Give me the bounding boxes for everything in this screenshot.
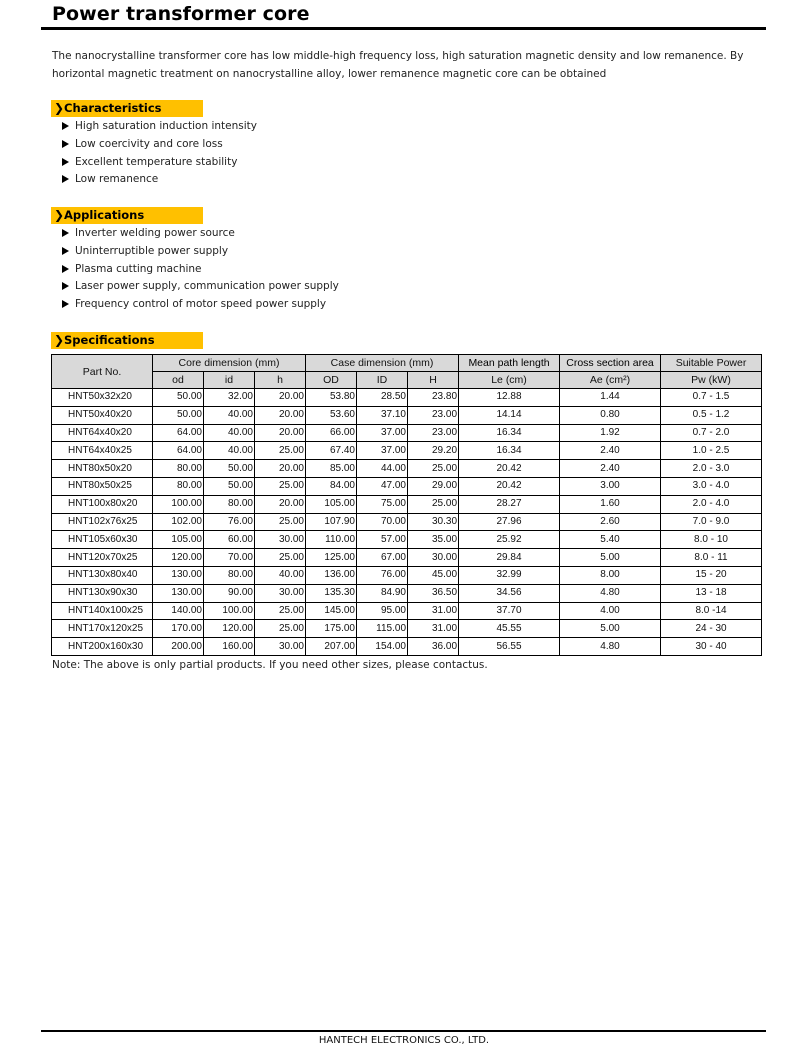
header-suitable-power: Suitable Power (661, 355, 762, 372)
footer-divider (41, 1030, 766, 1032)
cell-id: 120.00 (204, 620, 255, 638)
cell-part-no: HNT200x160x30 (52, 638, 153, 656)
cell-ae: 5.00 (560, 549, 661, 567)
cell-case-od: 135.30 (306, 584, 357, 602)
cell-pw: 13 - 18 (661, 584, 762, 602)
cell-pw: 15 - 20 (661, 566, 762, 584)
title-divider (41, 27, 766, 30)
cell-le: 34.56 (459, 584, 560, 602)
cell-pw: 24 - 30 (661, 620, 762, 638)
cell-part-no: HNT130x90x30 (52, 584, 153, 602)
characteristics-heading (51, 100, 203, 117)
cell-case-od: 207.00 (306, 638, 357, 656)
cell-h: 25.00 (255, 602, 306, 620)
cell-od: 170.00 (153, 620, 204, 638)
cell-id: 80.00 (204, 495, 255, 513)
cell-case-id: 95.00 (357, 602, 408, 620)
cell-h: 40.00 (255, 566, 306, 584)
cell-od: 80.00 (153, 460, 204, 478)
cell-case-id: 154.00 (357, 638, 408, 656)
list-item: High saturation induction intensity (62, 118, 257, 136)
cell-case-od: 66.00 (306, 424, 357, 442)
cell-part-no: HNT50x32x20 (52, 389, 153, 407)
cell-pw: 3.0 - 4.0 (661, 477, 762, 495)
table-row (52, 406, 762, 424)
table-row (52, 513, 762, 531)
cell-ae: 8.00 (560, 566, 661, 584)
cell-case-id: 37.00 (357, 424, 408, 442)
list-item: Plasma cutting machine (62, 261, 339, 279)
cell-h: 20.00 (255, 389, 306, 407)
cell-ae: 5.40 (560, 531, 661, 549)
cell-case-id: 76.00 (357, 566, 408, 584)
cell-od: 120.00 (153, 549, 204, 567)
table-row (52, 638, 762, 656)
header-od: od (153, 372, 204, 389)
cell-case-h: 31.00 (408, 620, 459, 638)
cell-ae: 1.92 (560, 424, 661, 442)
cell-part-no: HNT102x76x25 (52, 513, 153, 531)
intro-paragraph: The nanocrystalline transformer core has low middle-high frequency loss, high saturation magnetic density and low remanence. By horizontal magnetic treatment on nanocrystalline alloy, lower remanence magnetic core can be obtained (52, 50, 744, 80)
cell-od: 80.00 (153, 477, 204, 495)
cell-case-id: 115.00 (357, 620, 408, 638)
cell-case-h: 25.00 (408, 460, 459, 478)
cell-ae: 4.00 (560, 602, 661, 620)
cell-pw: 7.0 - 9.0 (661, 513, 762, 531)
bullet-triangle-icon (62, 158, 69, 166)
cell-case-od: 136.00 (306, 566, 357, 584)
header-case-id: ID (357, 372, 408, 389)
cell-case-od: 107.90 (306, 513, 357, 531)
list-item: Low coercivity and core loss (62, 136, 257, 154)
cell-case-id: 70.00 (357, 513, 408, 531)
header-ae: Ae (cm²) (560, 372, 661, 389)
cell-le: 45.55 (459, 620, 560, 638)
cell-le: 56.55 (459, 638, 560, 656)
cell-ae: 3.00 (560, 477, 661, 495)
table-row (52, 531, 762, 549)
chevron-right-icon: ❯ (54, 208, 65, 222)
cell-le: 12.88 (459, 389, 560, 407)
characteristics-list (62, 118, 257, 189)
header-mean-path: Mean path length (459, 355, 560, 372)
cell-h: 20.00 (255, 495, 306, 513)
table-row (52, 602, 762, 620)
cell-le: 20.42 (459, 477, 560, 495)
cell-le: 32.99 (459, 566, 560, 584)
cell-part-no: HNT80x50x25 (52, 477, 153, 495)
header-case-dimension: Case dimension (mm) (306, 355, 459, 372)
header-cross-section: Cross section area (560, 355, 661, 372)
cell-case-h: 25.00 (408, 495, 459, 513)
cell-case-od: 145.00 (306, 602, 357, 620)
header-id: id (204, 372, 255, 389)
cell-le: 16.34 (459, 442, 560, 460)
bullet-triangle-icon (62, 140, 69, 148)
header-le: Le (cm) (459, 372, 560, 389)
cell-le: 29.84 (459, 549, 560, 567)
cell-od: 64.00 (153, 442, 204, 460)
list-item: Uninterruptible power supply (62, 243, 339, 261)
cell-pw: 1.0 - 2.5 (661, 442, 762, 460)
cell-part-no: HNT105x60x30 (52, 531, 153, 549)
cell-case-id: 37.00 (357, 442, 408, 460)
cell-od: 200.00 (153, 638, 204, 656)
cell-h: 30.00 (255, 638, 306, 656)
cell-od: 100.00 (153, 495, 204, 513)
cell-h: 25.00 (255, 620, 306, 638)
cell-od: 130.00 (153, 584, 204, 602)
characteristics-heading-label: Characteristics (64, 101, 162, 115)
cell-part-no: HNT140x100x25 (52, 602, 153, 620)
cell-case-h: 29.20 (408, 442, 459, 460)
cell-le: 14.14 (459, 406, 560, 424)
cell-case-id: 47.00 (357, 477, 408, 495)
header-pw: Pw (kW) (661, 372, 762, 389)
cell-pw: 8.0 - 10 (661, 531, 762, 549)
cell-pw: 2.0 - 3.0 (661, 460, 762, 478)
specifications-heading-label: Specifications (64, 333, 155, 347)
cell-part-no: HNT80x50x20 (52, 460, 153, 478)
cell-id: 90.00 (204, 584, 255, 602)
cell-case-od: 125.00 (306, 549, 357, 567)
cell-id: 76.00 (204, 513, 255, 531)
cell-h: 20.00 (255, 406, 306, 424)
list-item: Low remanence (62, 171, 257, 189)
applications-heading (51, 207, 203, 224)
cell-case-h: 31.00 (408, 602, 459, 620)
cell-case-od: 105.00 (306, 495, 357, 513)
bullet-triangle-icon (62, 300, 69, 308)
cell-case-h: 36.50 (408, 584, 459, 602)
cell-h: 30.00 (255, 584, 306, 602)
specifications-heading (51, 332, 203, 349)
bullet-triangle-icon (62, 229, 69, 237)
header-case-od: OD (306, 372, 357, 389)
cell-case-id: 84.90 (357, 584, 408, 602)
cell-case-h: 23.00 (408, 424, 459, 442)
cell-case-h: 35.00 (408, 531, 459, 549)
cell-h: 25.00 (255, 442, 306, 460)
cell-case-od: 85.00 (306, 460, 357, 478)
table-body (52, 389, 762, 656)
table-row (52, 389, 762, 407)
cell-od: 130.00 (153, 566, 204, 584)
cell-ae: 2.40 (560, 460, 661, 478)
cell-id: 60.00 (204, 531, 255, 549)
cell-case-od: 53.80 (306, 389, 357, 407)
cell-part-no: HNT64x40x25 (52, 442, 153, 460)
cell-h: 25.00 (255, 549, 306, 567)
cell-id: 50.00 (204, 477, 255, 495)
cell-ae: 0.80 (560, 406, 661, 424)
table-subheader-row (52, 372, 762, 389)
cell-id: 70.00 (204, 549, 255, 567)
bullet-triangle-icon (62, 265, 69, 273)
cell-case-od: 67.40 (306, 442, 357, 460)
cell-case-id: 57.00 (357, 531, 408, 549)
header-part-no: Part No. (52, 355, 153, 389)
cell-le: 25.92 (459, 531, 560, 549)
table-row (52, 442, 762, 460)
cell-ae: 2.40 (560, 442, 661, 460)
cell-case-h: 30.30 (408, 513, 459, 531)
cell-ae: 1.60 (560, 495, 661, 513)
table-row (52, 424, 762, 442)
header-h: h (255, 372, 306, 389)
cell-od: 50.00 (153, 406, 204, 424)
cell-id: 80.00 (204, 566, 255, 584)
table-row (52, 477, 762, 495)
cell-h: 20.00 (255, 424, 306, 442)
cell-case-od: 53.60 (306, 406, 357, 424)
cell-case-h: 45.00 (408, 566, 459, 584)
cell-case-od: 110.00 (306, 531, 357, 549)
cell-od: 102.00 (153, 513, 204, 531)
table-row (52, 584, 762, 602)
cell-ae: 4.80 (560, 584, 661, 602)
cell-part-no: HNT120x70x25 (52, 549, 153, 567)
cell-od: 140.00 (153, 602, 204, 620)
cell-pw: 0.7 - 2.0 (661, 424, 762, 442)
cell-ae: 1.44 (560, 389, 661, 407)
cell-part-no: HNT64x40x20 (52, 424, 153, 442)
cell-h: 25.00 (255, 477, 306, 495)
bullet-triangle-icon (62, 175, 69, 183)
cell-case-od: 84.00 (306, 477, 357, 495)
cell-id: 100.00 (204, 602, 255, 620)
cell-id: 50.00 (204, 460, 255, 478)
cell-case-id: 44.00 (357, 460, 408, 478)
cell-od: 105.00 (153, 531, 204, 549)
cell-part-no: HNT100x80x20 (52, 495, 153, 513)
table-row (52, 620, 762, 638)
cell-case-h: 30.00 (408, 549, 459, 567)
page-title: Power transformer core (52, 3, 310, 25)
table-row (52, 460, 762, 478)
cell-id: 40.00 (204, 406, 255, 424)
cell-pw: 30 - 40 (661, 638, 762, 656)
cell-case-h: 23.00 (408, 406, 459, 424)
cell-h: 30.00 (255, 531, 306, 549)
cell-case-id: 28.50 (357, 389, 408, 407)
cell-part-no: HNT50x40x20 (52, 406, 153, 424)
cell-le: 27.96 (459, 513, 560, 531)
cell-case-od: 175.00 (306, 620, 357, 638)
chevron-right-icon: ❯ (54, 333, 65, 347)
cell-od: 50.00 (153, 389, 204, 407)
cell-h: 20.00 (255, 460, 306, 478)
bullet-triangle-icon (62, 122, 69, 130)
specifications-table (51, 354, 762, 656)
cell-case-id: 67.00 (357, 549, 408, 567)
cell-pw: 2.0 - 4.0 (661, 495, 762, 513)
note-text: Note: The above is only partial products. If you need other sizes, please contactus. (52, 659, 488, 671)
cell-case-h: 36.00 (408, 638, 459, 656)
cell-id: 160.00 (204, 638, 255, 656)
table-row (52, 566, 762, 584)
cell-id: 40.00 (204, 424, 255, 442)
bullet-triangle-icon (62, 247, 69, 255)
applications-list (62, 225, 339, 314)
cell-pw: 8.0 -14 (661, 602, 762, 620)
cell-id: 40.00 (204, 442, 255, 460)
cell-ae: 5.00 (560, 620, 661, 638)
list-item: Excellent temperature stability (62, 154, 257, 172)
cell-ae: 2.60 (560, 513, 661, 531)
cell-case-id: 37.10 (357, 406, 408, 424)
cell-part-no: HNT130x80x40 (52, 566, 153, 584)
header-core-dimension: Core dimension (mm) (153, 355, 306, 372)
cell-le: 37.70 (459, 602, 560, 620)
list-item: Laser power supply, communication power supply (62, 278, 339, 296)
applications-heading-label: Applications (64, 208, 145, 222)
cell-pw: 0.7 - 1.5 (661, 389, 762, 407)
cell-case-h: 23.80 (408, 389, 459, 407)
cell-pw: 8.0 - 11 (661, 549, 762, 567)
cell-h: 25.00 (255, 513, 306, 531)
cell-case-id: 75.00 (357, 495, 408, 513)
list-item: Frequency control of motor speed power supply (62, 296, 339, 314)
cell-le: 28.27 (459, 495, 560, 513)
cell-id: 32.00 (204, 389, 255, 407)
cell-le: 20.42 (459, 460, 560, 478)
cell-pw: 0.5 - 1.2 (661, 406, 762, 424)
cell-ae: 4.80 (560, 638, 661, 656)
table-row (52, 549, 762, 567)
chevron-right-icon: ❯ (54, 101, 65, 115)
table-row (52, 495, 762, 513)
header-case-h: H (408, 372, 459, 389)
list-item: Inverter welding power source (62, 225, 339, 243)
cell-od: 64.00 (153, 424, 204, 442)
bullet-triangle-icon (62, 282, 69, 290)
footer-company: HANTECH ELECTRONICS CO., LTD. (318, 1035, 490, 1046)
cell-part-no: HNT170x120x25 (52, 620, 153, 638)
table-header-row (52, 355, 762, 372)
cell-case-h: 29.00 (408, 477, 459, 495)
cell-le: 16.34 (459, 424, 560, 442)
